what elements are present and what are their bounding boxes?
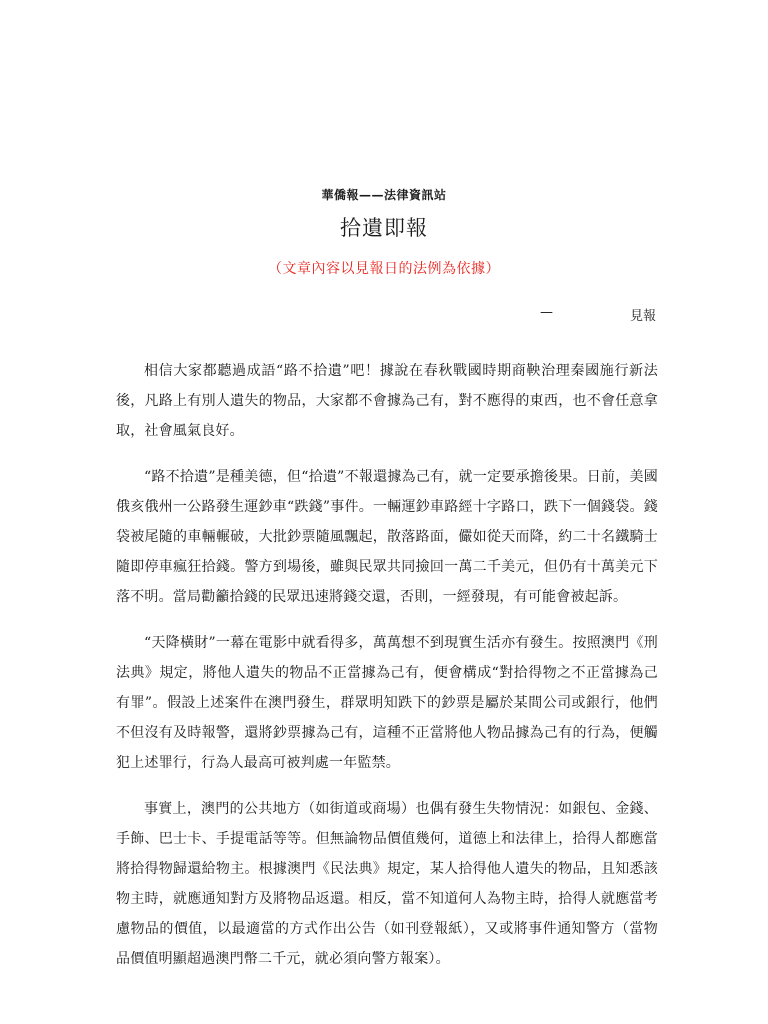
article-title: 拾遺即報 — [340, 216, 428, 240]
column-header: 華僑報——法律資訊站 — [321, 188, 447, 202]
paragraph-3: “天降橫財”一幕在電影中就看得多，萬萬想不到現實生活亦有發生。按照澳門《刑法典》規定，將他人遺失的物品不正當據為己有，便會構成“對拾得物之不正當據為己有罪”。假設上述案件在澳門發生，群眾明知跌下的鈔票是屬於某間公司或銀行，他們不但沒有及時報警，還將鈔票據為己有，這種不正當將他人物品據為己有的行為，便觸犯上述罪行，行為人最高可被判處一年監禁。 — [116, 635, 658, 771]
paragraph-4: 事實上，澳門的公共地方（如街道或商場）也偶有發生失物情況：如銀包、金錢、手飾、巴士卡、手提電話等等。但無論物品價值幾何，道德上和法律上，拾得人都應當將拾得物歸還給物主。根據澳門《民法典》規定，某人拾得他人遺失的物品，且知悉該物主時，就應通知對方及將物品返還。相反，當不知道何人為物主時，拾得人就應當考慮物品的價值，以最適當的方式作出公告（如刊登報紙），又或將事件通知警方（當物品價值明顯超過澳門幣二千元，就必須向警方報案）。 — [116, 801, 658, 967]
byline — [540, 305, 656, 324]
article-subtitle: （文章內容以見報日的法例為依據） — [268, 261, 500, 277]
article-body — [116, 356, 658, 990]
paragraph-2: “路不拾遺”是種美德，但“拾遺”不報還據為己有，就一定要承擔後果。日前，美國俄亥俄州一公路發生運鈔車“跌錢”事件。一輛運鈔車路經十字路口，跌下一個錢袋。錢袋被尾隨的車輛輾破，大批鈔票隨風飄起，散落路面，儼如從天而降，約二十名鐵騎士隨即停車瘋狂拾錢。警方到場後，雖與民眾共同撿回一萬二千美元，但仍有十萬美元下落不明。當局勸籲拾錢的民眾迅速將錢交還，否則，一經發現，有可能會被起訴。 — [116, 469, 658, 605]
paragraph-1: 相信大家都聽過成語“路不拾遺”吧！據說在春秋戰國時期商鞅治理秦國施行新法後，凡路上有別人遺失的物品，大家都不會據為己有，對不應得的東西，也不會任意拿取，社會風氣良好。 — [116, 363, 658, 439]
byline-label: 見報 — [629, 309, 656, 324]
byline-dash: — — [540, 305, 553, 320]
